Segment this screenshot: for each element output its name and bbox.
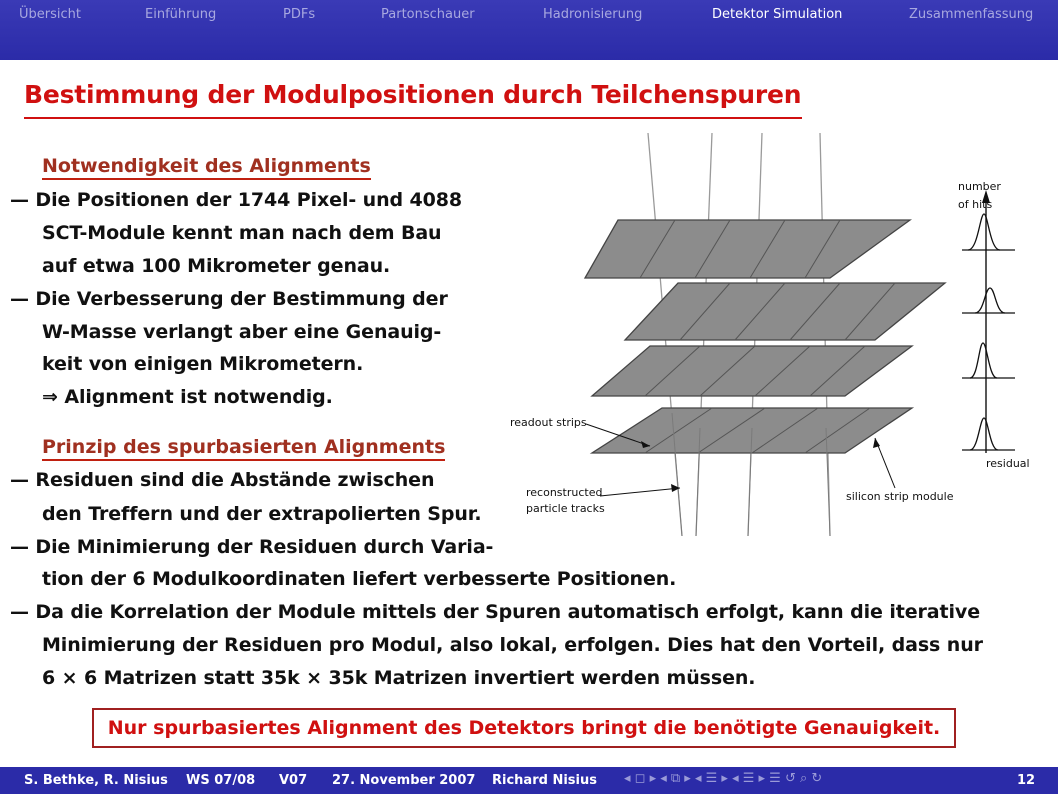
- nav-item-einfuehrung[interactable]: Einführung: [145, 7, 217, 22]
- silicon-strip-module-2: [625, 283, 945, 340]
- text-line: keit von einigen Mikrometern.: [42, 353, 364, 375]
- alignment-figure: [500, 128, 1040, 540]
- text-line: auf etwa 100 Mikrometer genau.: [42, 255, 391, 277]
- text-line: tion der 6 Modulkoordinaten liefert verbesserte Positionen.: [42, 568, 677, 590]
- label-silicon-strip-module: silicon strip module: [846, 490, 954, 503]
- nav-item-detektor-simulation[interactable]: Detektor Simulation: [712, 7, 843, 22]
- silicon-strip-module-3: [592, 346, 912, 396]
- nav-item-uebersicht[interactable]: Übersicht: [19, 7, 81, 22]
- title-underline: [24, 117, 802, 119]
- residual-peak-1: [968, 214, 1000, 250]
- section-heading-prinzip: Prinzip des spurbasierten Alignments: [42, 436, 445, 461]
- section-navigation-bar: [0, 0, 1058, 60]
- text-line: W-Masse verlangt aber eine Genauig-: [42, 321, 442, 343]
- label-particle-tracks: particle tracks: [526, 502, 605, 515]
- footer-bar: [0, 767, 1058, 794]
- conclusion-text: Nur spurbasiertes Alignment des Detektors bringt die benötigte Genauigkeit.: [107, 717, 941, 739]
- text-line: — Die Verbesserung der Bestimmung der: [10, 288, 448, 310]
- text-line: — Die Positionen der 1744 Pixel- und 4088: [10, 189, 463, 211]
- label-number-of-hits: number: [958, 180, 1001, 193]
- text-line: SCT-Module kennt man nach dem Bau: [42, 222, 442, 244]
- label-readout-strips: readout strips: [510, 416, 587, 429]
- text-line: Minimierung der Residuen pro Modul, also lokal, erfolgen. Dies hat den Vorteil, dass nur: [42, 634, 983, 656]
- section-heading-notwendigkeit: Notwendigkeit des Alignments: [42, 155, 371, 180]
- label-reconstructed: reconstructed: [526, 486, 603, 499]
- slide-title: Bestimmung der Modulpositionen durch Teilchenspuren: [24, 80, 802, 109]
- label-of-hits: of hits: [958, 198, 993, 211]
- nav-item-zusammenfassung[interactable]: Zusammenfassung: [909, 7, 1034, 22]
- text-line: — Die Minimierung der Residuen durch Varia-: [10, 536, 494, 558]
- text-line: — Residuen sind die Abstände zwischen: [10, 469, 435, 491]
- conclusion-box: [92, 708, 956, 748]
- text-line: — Da die Korrelation der Module mittels der Spuren automatisch erfolgt, kann die iterative: [10, 601, 980, 623]
- text-line-conclusion: ⇒ Alignment ist notwendig.: [42, 386, 333, 408]
- text-line: den Treffern und der extrapolierten Spur.: [42, 503, 482, 525]
- beamer-navigation-icons[interactable]: ◂ ◻ ▸ ◂ ⧉ ▸ ◂ ☰ ▸ ◂ ☰ ▸ ☰ ↺ ⌕ ↻: [624, 771, 823, 786]
- residual-peak-3: [970, 343, 997, 378]
- footer-authors: S. Bethke, R. Nisius: [24, 773, 168, 788]
- nav-item-partonschauer[interactable]: Partonschauer: [381, 7, 475, 22]
- nav-item-hadronisierung[interactable]: Hadronisierung: [543, 7, 643, 22]
- label-residual: residual: [986, 457, 1030, 470]
- footer-lecture: V07: [279, 773, 308, 788]
- footer-semester: WS 07/08: [186, 773, 256, 788]
- nav-item-pdfs[interactable]: PDFs: [283, 7, 316, 22]
- residual-peak-2: [975, 288, 1005, 313]
- footer-date: 27. November 2007: [332, 773, 476, 788]
- residual-peak-4: [970, 418, 998, 450]
- silicon-strip-module-1: [585, 220, 910, 278]
- text-line: 6 × 6 Matrizen statt 35k × 35k Matrizen invertiert werden müssen.: [42, 667, 756, 689]
- footer-speaker: Richard Nisius: [492, 773, 597, 788]
- footer-page-number: 12: [1017, 773, 1036, 788]
